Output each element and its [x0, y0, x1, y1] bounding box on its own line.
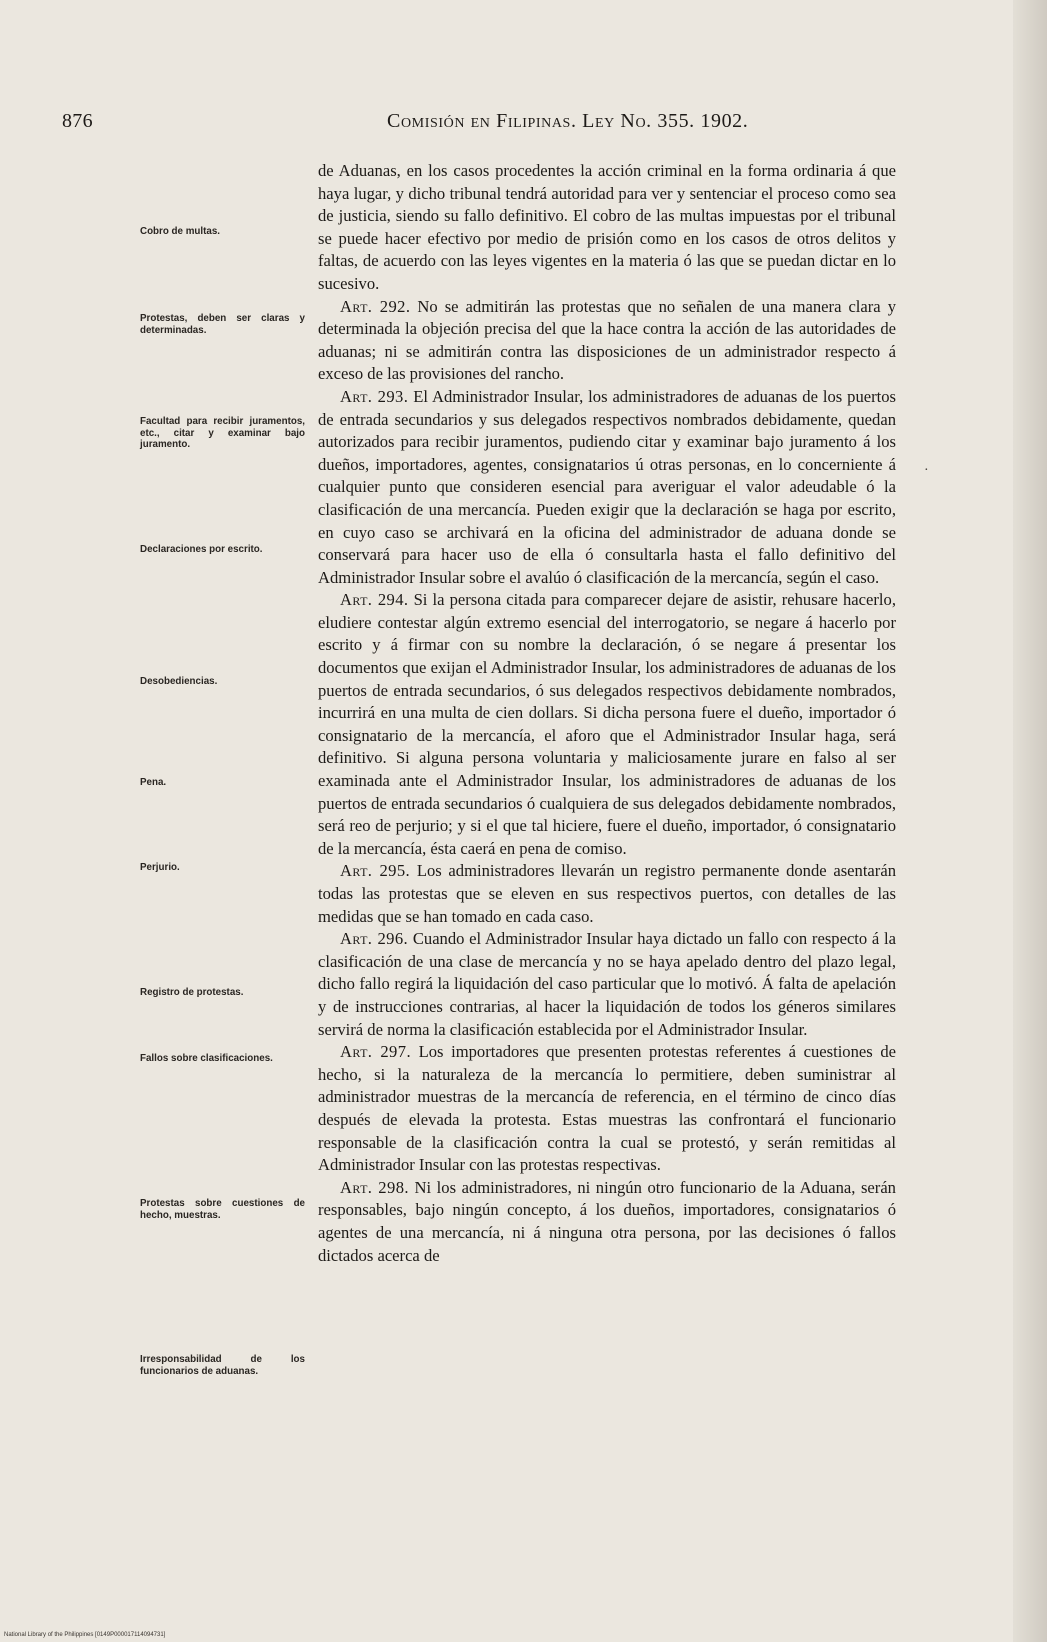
- running-title: Comisión en Filipinas. Ley No. 355. 1902.: [387, 110, 749, 132]
- article-294-label: Art. 294.: [340, 590, 409, 610]
- margin-note-registro-protestas: Registro de protestas.: [140, 987, 244, 998]
- article-295-label: Art. 295.: [340, 861, 411, 881]
- paragraph-continuation: de Aduanas, en los casos procedentes la acción criminal en la forma ordinaria á que haya lugar, y dicho tribunal tendrá autoridad para ver y sentenciar el proceso como sea de justicia, siendo su fallo definitivo. El cobro de las multas impuestas por el tribunal se puede hacer efectivo por medio de prisión como en los casos de otros delitos y faltas, de acuerdo con las leyes vigentes en la materia ó las que se puedan dictar en lo sucesivo.: [318, 161, 896, 293]
- margin-note-protestas-claras: Protestas, deben ser claras y determinadas.: [140, 313, 305, 336]
- article-294-text: Si la persona citada para comparecer dejare de asistir, rehusare hacerlo, eludiere contestar algún extremo esencial del interrogatorio, se negare á hacerlo por escrito y á firmar con su nombre la declaración, ó se negare á presentar los documentos que exijan el Administrador Insular, los administradores de aduanas de los puertos de entrada secundarios, ó sus delegados respectivos debidamente nombrados, incurrirá en una multa de cien dollars. Si dicha persona fuere el dueño, importador ó consignatario de la mercancía, el aforo que el Administrador Insular haga, será definitivo. Si alguna persona voluntaria y maliciosamente jurare en falso al ser examinada ante el Administrador Insular, los administradores de aduanas de los puertos de entrada secundarios ó cualquiera de sus delegados debidamente nombrados, será reo de perjurio; y si el que tal hiciere, fuere el dueño, importador, ó consignatario de la mercancía, ésta caerá en pena de comiso.: [318, 590, 896, 858]
- article-294: [318, 589, 896, 860]
- scan-edge-shadow: [1013, 0, 1047, 1642]
- article-297-label: Art. 297.: [340, 1042, 411, 1062]
- margin-note-protestas-hecho: Protestas sobre cuestiones de hecho, muestras.: [140, 1198, 305, 1221]
- page-number: 876: [62, 110, 93, 132]
- article-296: [318, 928, 896, 1041]
- article-297: [318, 1041, 896, 1177]
- article-295: [318, 860, 896, 928]
- margin-note-cobro-de-multas: Cobro de multas.: [140, 226, 221, 237]
- article-298: [318, 1177, 896, 1267]
- article-298-text: Ni los administradores, ni ningún otro funcionario de la Aduana, serán responsables, bajo ningún concepto, á los dueños, importadores, consignatarios ó agentes de una mercancía, ni á ninguna otra persona, por las decisiones ó fallos dictados acerca de: [318, 1177, 896, 1265]
- article-296-text: Cuando el Administrador Insular haya dictado un fallo con respecto á la clasificación de una clase de mercancía y no se haya apelado dentro del plazo legal, dicho fallo regirá la liquidación del caso particular que lo motivó. Á falta de apelación y de instrucciones contrarias, al hacer la liquidación de todos los géneros similares servirá de norma la clasificación establecida por el Administrador Insular.: [318, 929, 896, 1039]
- article-297-text: Los importadores que presenten protestas referentes á cuestiones de hecho, si la naturaleza de la mercancía lo permitiere, deben suministrar al administrador muestras de la mercancía de referencia, en el término de cinco días después de elevada la protesta. Estas muestras las confrontará el funcionario responsable de la clasificación contra la cual se protestó, y serán remitidas al Administrador Insular con las protestas respectivas.: [318, 1042, 896, 1175]
- article-292-label: Art. 292.: [340, 296, 411, 316]
- article-295-text: Los administradores llevarán un registro permanente donde asentarán todas las protestas que se eleven en sus respectivos puertos, con detalles de las medidas que se han tomado en cada caso.: [318, 861, 896, 926]
- margin-dot-mark: ·: [924, 463, 929, 478]
- running-header: [62, 110, 882, 140]
- article-292: [318, 296, 896, 386]
- margin-note-facultad-juramentos: Facultad para recibir juramentos, etc., citar y examinar bajo juramento.: [140, 416, 305, 450]
- margin-note-perjurio: Perjurio.: [140, 862, 180, 873]
- margin-note-fallos-clasificaciones: Fallos sobre clasificaciones.: [140, 1053, 273, 1064]
- article-296-label: Art. 296.: [340, 929, 409, 949]
- article-292-text: No se admitirán las protestas que no señalen de una manera clara y determinada la objeción precisa del que la hace contra la acción de las autoridades de aduanas; ni se admitirán contra las disposiciones de un administrador respecto á exceso de las provisiones del rancho.: [318, 296, 896, 384]
- article-298-label: Art. 298.: [340, 1177, 409, 1197]
- margin-note-desobediencias: Desobediencias.: [140, 676, 218, 687]
- article-293-label: Art. 293.: [340, 386, 409, 406]
- body-text: [318, 160, 896, 1267]
- margin-note-irresponsabilidad: Irresponsabilidad de los funcionarios de aduanas.: [140, 1354, 305, 1377]
- footer-credit: National Library of the Philippines [0149P000017114094731]: [4, 1632, 166, 1638]
- article-293-text: El Administrador Insular, los administradores de aduanas de los puertos de entrada secundarios y sus delegados respectivos nombrados debidamente, quedan autorizados para recibir juramentos, pudiendo citar y examinar bajo juramento á los dueños, importadores, agentes, consignatarios ú otras personas, en lo concerniente á cualquier punto que consideren esencial para averiguar el valor adeudable ó la clasificación de una mercancía. Pueden exigir que la declaración se haga por escrito, en cuyo caso se archivará en la oficina del administrador de aduana donde se conservará para hacer uso de ella ó consultarla hasta el fallo definitivo del Administrador Insular sobre el avalúo ó clasificación de la mercancía, según el caso.: [318, 386, 896, 587]
- margin-note-pena: Pena.: [140, 777, 167, 788]
- margin-note-declaraciones: Declaraciones por escrito.: [140, 544, 263, 555]
- article-293: [318, 386, 896, 589]
